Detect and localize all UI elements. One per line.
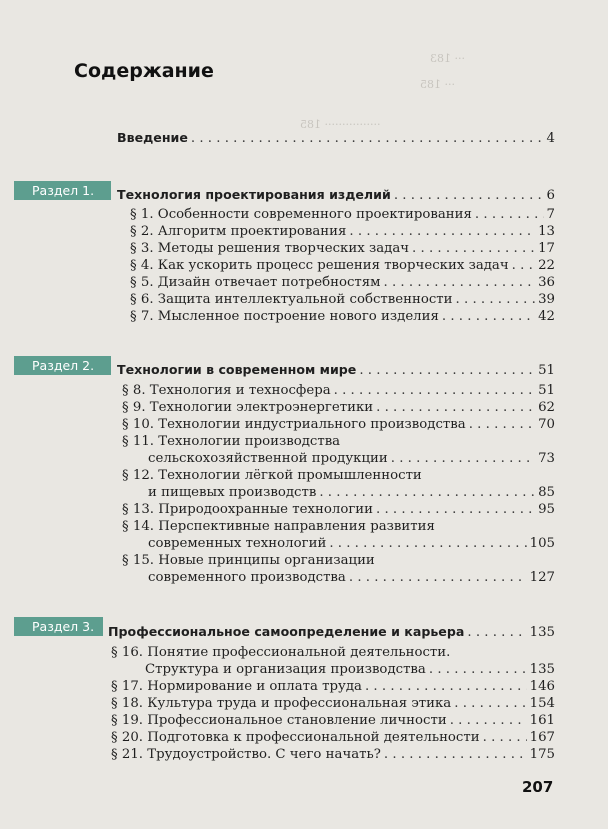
- section-title: Технологии в современном мире: [117, 362, 357, 377]
- entry-page: 135: [529, 662, 555, 677]
- toc-entry[interactable]: [111, 730, 555, 746]
- toc-entry[interactable]: [111, 696, 555, 712]
- toc-entry[interactable]: [130, 224, 555, 240]
- section-badge: Раздел 1.: [14, 181, 111, 200]
- leader-dots: [456, 292, 536, 308]
- leader-dots: [450, 713, 527, 729]
- entry-page: 105: [529, 536, 555, 551]
- entry-page: 167: [529, 730, 555, 745]
- entry-text: современного производства: [148, 570, 346, 585]
- leader-dots: [319, 485, 535, 501]
- entry-text: Структура и организация производства: [145, 662, 426, 677]
- intro-page: 4: [546, 131, 555, 146]
- entry-text: § 17. Нормирование и оплата труда: [111, 679, 362, 694]
- toc-entry[interactable]: [122, 383, 555, 399]
- entry-page: 154: [529, 696, 555, 711]
- entry-text: § 1. Особенности современного проектирования: [130, 207, 472, 222]
- leader-dots: [394, 188, 544, 204]
- entry-text: § 12. Технологии лёгкой промышленности: [122, 468, 422, 483]
- leader-dots: [412, 241, 535, 257]
- toc-entry[interactable]: [130, 292, 555, 308]
- entry-page: 85: [538, 485, 555, 500]
- entry-text: § 15. Новые принципы организации: [122, 553, 375, 568]
- leader-dots: [483, 730, 527, 746]
- leader-dots: [359, 363, 535, 379]
- show-through-text: ··· 185: [420, 78, 455, 91]
- toc-intro-row[interactable]: [117, 130, 555, 146]
- leader-dots: [334, 383, 535, 399]
- leader-dots: [329, 536, 526, 552]
- entry-text: и пищевых производств: [148, 485, 317, 500]
- toc-entry[interactable]: [130, 258, 555, 274]
- entry-page: 13: [538, 224, 555, 239]
- entry-text: § 10. Технологии индустриального производства: [122, 417, 466, 432]
- leader-dots: [429, 662, 527, 678]
- entry-text: сельскохозяйственной продукции: [148, 451, 388, 466]
- toc-entry[interactable]: [148, 451, 555, 467]
- entry-text: § 6. Защита интеллектуальной собственности: [130, 292, 453, 307]
- leader-dots: [467, 625, 526, 641]
- page-number: 207: [522, 778, 554, 796]
- toc-entry[interactable]: [130, 309, 555, 325]
- entry-page: 7: [546, 207, 555, 222]
- entry-page: 175: [529, 747, 555, 762]
- entry-page: 146: [529, 679, 555, 694]
- entry-text: § 20. Подготовка к профессиональной деятельности: [111, 730, 480, 745]
- leader-dots: [391, 451, 535, 467]
- entry-page: 73: [538, 451, 555, 466]
- leader-dots: [376, 400, 535, 416]
- entry-text: современных технологий: [148, 536, 327, 551]
- leader-dots: [349, 224, 535, 240]
- page-title: Содержание: [74, 60, 214, 82]
- leader-dots: [384, 747, 527, 763]
- leader-dots: [365, 679, 527, 695]
- entry-page: 22: [538, 258, 555, 273]
- toc-entry[interactable]: [130, 275, 555, 291]
- section-title-row[interactable]: [108, 624, 555, 640]
- entry-page: 51: [538, 383, 555, 398]
- toc-entry[interactable]: [145, 662, 555, 678]
- entry-text: § 2. Алгоритм проектирования: [130, 224, 347, 239]
- entry-page: 127: [529, 570, 555, 585]
- toc-entry[interactable]: [122, 400, 555, 416]
- entry-text: § 8. Технология и техносфера: [122, 383, 331, 398]
- section-title-row[interactable]: [117, 187, 555, 203]
- leader-dots: [384, 275, 536, 291]
- entry-text: § 19. Профессиональное становление личности: [111, 713, 447, 728]
- entry-page: 62: [538, 400, 555, 415]
- entry-text: § 5. Дизайн отвечает потребностям: [130, 275, 381, 290]
- intro-label: Введение: [117, 130, 188, 145]
- leader-dots: [512, 258, 535, 274]
- leader-dots: [191, 131, 544, 147]
- toc-entry[interactable]: [111, 679, 555, 695]
- toc-entry[interactable]: [130, 207, 555, 223]
- leader-dots: [442, 309, 535, 325]
- toc-entry[interactable]: [148, 485, 555, 501]
- show-through-text: ················ 185: [300, 118, 381, 131]
- entry-text: § 4. Как ускорить процесс решения творческих задач: [130, 258, 509, 273]
- entry-text: § 21. Трудоустройство. С чего начать?: [111, 747, 381, 762]
- section-page: 51: [538, 363, 555, 378]
- entry-page: 36: [538, 275, 555, 290]
- toc-entry[interactable]: [122, 417, 555, 433]
- entry-page: 70: [538, 417, 555, 432]
- toc-entry[interactable]: [111, 713, 555, 729]
- toc-entry[interactable]: [122, 502, 555, 518]
- entry-page: 95: [538, 502, 555, 517]
- entry-text: § 11. Технологии производства: [122, 434, 341, 449]
- leader-dots: [469, 417, 535, 433]
- entry-text: § 16. Понятие профессиональной деятельности.: [111, 645, 451, 660]
- entry-page: 161: [529, 713, 555, 728]
- entry-text: § 7. Мысленное построение нового изделия: [130, 309, 439, 324]
- section-title: Технология проектирования изделий: [117, 187, 391, 202]
- entry-text: § 18. Культура труда и профессиональная этика: [111, 696, 452, 711]
- section-page: 6: [546, 188, 555, 203]
- leader-dots: [349, 570, 527, 586]
- show-through-text: ··· 183: [430, 52, 465, 65]
- section-page: 135: [529, 625, 555, 640]
- section-badge: Раздел 2.: [14, 356, 111, 375]
- section-badge: Раздел 3.: [14, 617, 103, 636]
- section-title: Профессиональное самоопределение и карьера: [108, 624, 465, 639]
- entry-text: § 14. Перспективные направления развития: [122, 519, 435, 534]
- leader-dots: [475, 207, 544, 223]
- entry-page: 17: [538, 241, 555, 256]
- toc-entry[interactable]: [148, 536, 555, 552]
- entry-page: 42: [538, 309, 555, 324]
- leader-dots: [376, 502, 535, 518]
- section-title-row[interactable]: [117, 362, 555, 378]
- toc-entry[interactable]: [111, 747, 555, 763]
- entry-page: 39: [538, 292, 555, 307]
- entry-text: § 13. Природоохранные технологии: [122, 502, 374, 517]
- toc-entry[interactable]: [148, 570, 555, 586]
- entry-text: § 9. Технологии электроэнергетики: [122, 400, 374, 415]
- leader-dots: [454, 696, 526, 712]
- entry-text: § 3. Методы решения творческих задач: [130, 241, 410, 256]
- toc-entry[interactable]: [130, 241, 555, 257]
